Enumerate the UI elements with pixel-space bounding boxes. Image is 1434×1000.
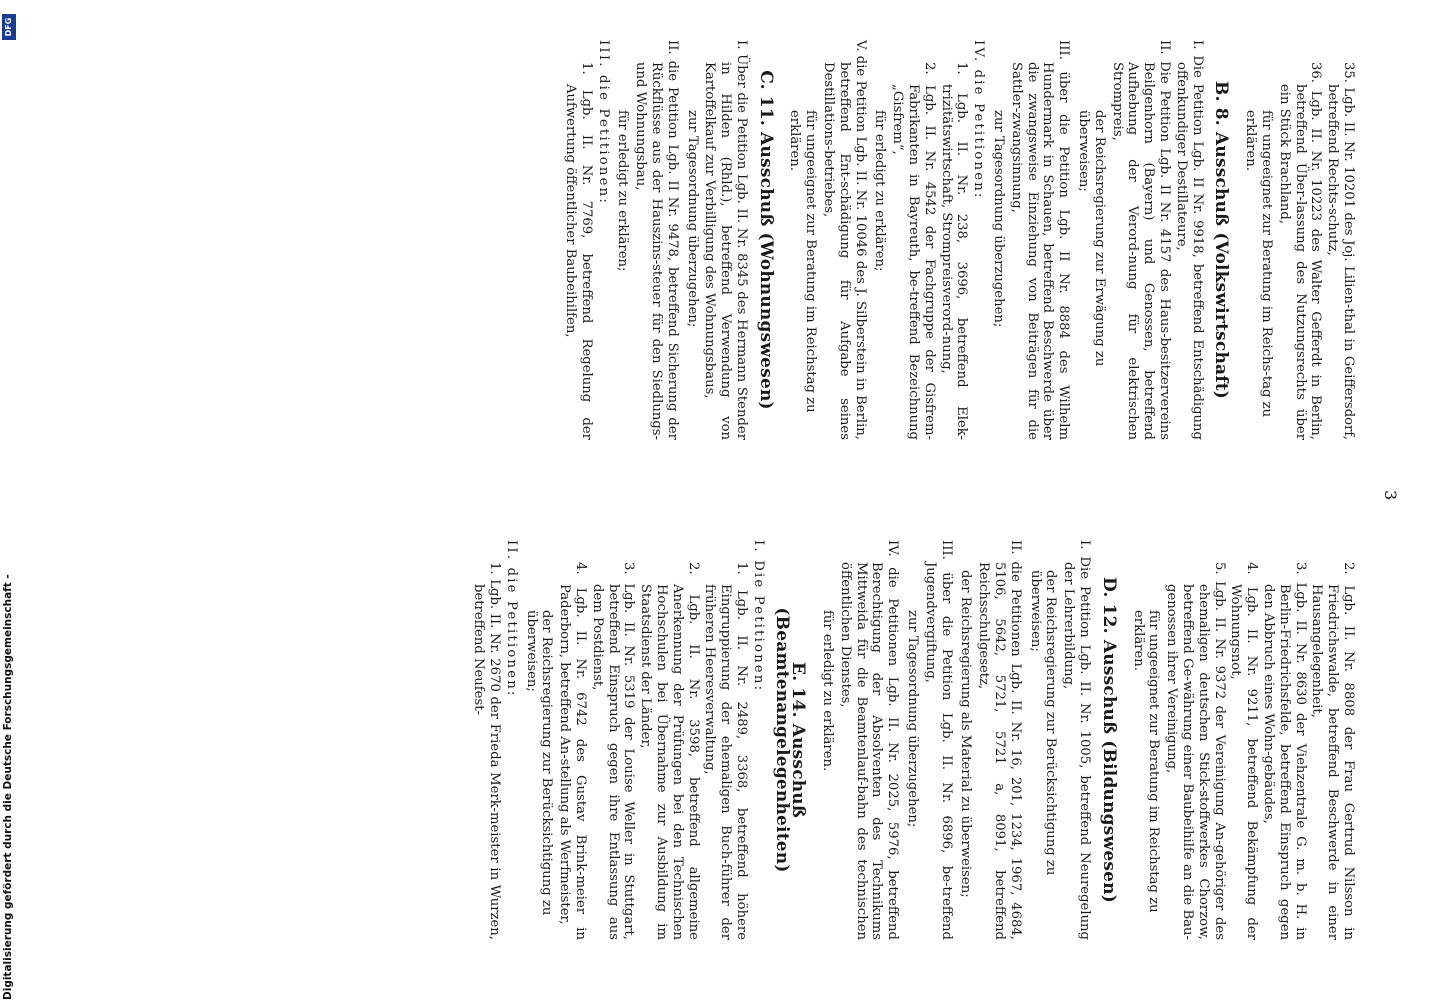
resolution-text: für ungeeignet zur Beratung im Reichstag zu erklären. — [787, 110, 819, 413]
section-heading-b8: B. 8. Ausschuß (Volkswirtschaft) — [1211, 80, 1232, 400]
resolution-text: für ungeeignet zur Beratung im Reichstag zu erklären. — [1130, 610, 1162, 913]
list-item: 36. Lgb. II. Nr. 10223 des Walter Gefferdt in Berlin, betreffend Über-lassung des Nutzungsrechts über ein Stück Brachland, — [1276, 62, 1324, 440]
left-column — [561, 40, 1356, 440]
section-heading-d12: D. 12. Ausschuß (Bildungswesen) — [1098, 577, 1119, 903]
section-heading-e14: E. 14. Ausschuß (Beamtenangelegenheiten) — [772, 607, 809, 873]
list-item: 5. Lgb. II. Nr. 9372 der Vereinigung An-gehöriger des ehemaligen deutschen Stick-stoffwerkes Chorzow, betreffend Ge-währung einer Baubeihilfe an die Bau-genossen ihrer Vereinigung, — [1164, 562, 1227, 940]
list-item: II. die Petitionen Lgb. II. Nr. 16, 201, 1234, 1967, 4684, 5106, 5642, 5721, 5721 a, 8091, betreffend Reichsschulgesetz, — [976, 540, 1023, 940]
list-item: III. die Petitionen: — [595, 40, 611, 205]
resolution-text: für erledigt zu erklären; — [872, 110, 888, 272]
right-column — [469, 540, 1356, 940]
page-number: 3 — [1381, 490, 1400, 501]
list-item: I. Die Petition Lgb. II Nr. 9918, betreffend Entschädigung offenkundiger Destillateure, — [1173, 40, 1205, 440]
resolution-text: der Reichsregierung als Material zu überweisen; — [958, 570, 974, 898]
list-item: 1. Lgb. II. Nr. 2489, 3368, betreffend höhere Eingruppierung der ehemaligen Buch-führer der früheren Heeresverwaltung, — [702, 562, 749, 940]
digitization-footer — [2, 0, 22, 1000]
list-item: 4. Lgb. II. Nr. 6742 des Gustav Brink-meier in Paderborn, betreffend An-stellung als Werfmeister, — [557, 562, 588, 940]
list-item: 2. Lgb. II. Nr. 4542 der Fachgruppe der Gisfrem-Fabrikanten in Bayreuth, be-treffend Bezeichnung „Gisfrem“, — [890, 62, 937, 440]
resolution-text: der Reichsregierung zur Berücksichtigung zu überweisen; — [1027, 570, 1059, 876]
list-item: II. die Petitionen: — [503, 540, 519, 698]
list-item: 1. Lgb. II. Nr. 238, 3696, betreffend Elek-trizitätswirtschaft, Strompreisverord-nung, — [938, 62, 970, 440]
list-item: V. die Petition Lgb. II. Nr. 10046 des J. Silberstein in Berlin, betreffend Ent-schädigung für Aufgabe seines Destillations-betriebes, — [821, 40, 868, 440]
resolution-text: für erledigt zu erklären. — [820, 610, 836, 772]
resolution-text: zur Tagesordnung überzugehen; — [684, 110, 700, 328]
resolution-text: zur Tagesordnung überzugehen; — [905, 610, 921, 828]
resolution-text: der Reichsregierung zur Erwägung zu überweisen; — [1076, 110, 1107, 367]
footer-text: Digitalisierung gefördert durch die Deutsche Forschungsgemeinschaft - — [2, 574, 14, 1000]
list-item: 3. Lgb. II. Nr. 8630 der Viehzentrale G. m. b. H. in Berlin-Friedrichsfelde, betreffend Einspruch gegen den Abbruch eines Wohn-gebäudes, — [1261, 562, 1308, 940]
list-item: 2. Lgb. II. Nr. 8808 der Frau Gertrud Nilsson in Friedrichswalde, betreffend Beschwerde in einer Hausangelegenheit, — [1309, 562, 1356, 940]
list-item: II. Die Petition Lgb. II Nr. 4157 des Haus-besitzervereins Beilgenhorn (Bayern) und Genossen, betreffend Aufhebung der Verord-nung für elektrischen Strompreis, — [1109, 40, 1173, 440]
section-heading-c11: C. 11. Ausschuß (Wohnungswesen) — [755, 70, 776, 410]
list-item: IV. die Petitionen: — [971, 40, 987, 200]
list-item: II. die Petition Lgb. II Nr. 9478, betreffend Sicherung der Rückflüsse aus der Hauszins-steuer für den Siedlungs- und Wohnungsbau, — [633, 40, 680, 440]
footer-strip — [2, 0, 22, 1000]
list-item: 1. Lgb. II. Nr. 2670 der Frieda Merk-meister in Wurzen, betreffend Neufest- — [471, 562, 502, 940]
list-item: III. über die Petition Lgb. II Nr. 8884 des Wilhelm Hundermark in Schauen, betreffend Beschwerde über die zwangsweise Einziehung von Beiträgen für die Sattler-zwangsinnung, — [1008, 40, 1072, 440]
list-item: I. Die Petitionen: — [750, 540, 766, 693]
dfg-logo: DFG — [2, 14, 16, 40]
list-item: 2. Lgb. II. Nr. 3598, betreffend allgemeine Anerkennung der Prüfungen bei den Technischen Hochschulen bei Übernahme zur Ausbildung im Staatsdienst der Länder, — [638, 562, 701, 940]
list-item: III. über die Petition Lgb. II. Nr. 6896, be-treffend Jugendvergiftung, — [922, 540, 954, 940]
list-item: I. Über die Petition Lgb. II. Nr. 8345 des Hermann Stender in Hilden (Rhld.), betreffend Verwendung von Kartoffelkauf zur Verbilligung des Wohnungsbaus, — [702, 40, 749, 440]
list-item: I. Die Petition Lgb. II. Nr. 1005, betreffend Neuregelung der Lehrerbildung, — [1061, 540, 1093, 940]
list-item: 1. Lgb. II. Nr. 7769, betreffend Regelung der Aufwertung öffentlicher Baubeihilfen, — [562, 62, 594, 440]
resolution-text: für ungeeignet zur Beratung im Reichs-tag zu erklären. — [1243, 110, 1275, 418]
resolution-text: für erledigt zu erklären; — [615, 110, 631, 272]
list-item: 4. Lgb. II. Nr. 9211, betreffend Bekämpfung der Wohnungsnot, — [1228, 562, 1260, 940]
resolution-text: der Reichsregierung zur Berücksichtigung zu überweisen; — [523, 610, 555, 916]
list-item: 35. Lgb. II. Nr. 10201 des Joj. Lilien-thal in Geiffersdorf, betreffend Rechts-schutz, — [1325, 62, 1356, 440]
list-item: IV. die Petitionen Lgb. II. Nr. 2025, 5976, betreffend Berechtigung der Absolventen des Technikums Mittweida für die Beamtenlauf-bahn des technischen öffentlichen Dienstes, — [837, 540, 901, 940]
list-item: 3. Lgb. II. Nr. 5319 der Louise Weller in Stuttgart, betreffend Einspruch gegen ihre Entlassung aus dem Postdienst, — [589, 562, 637, 940]
resolution-text: zur Tagesordnung überzugehen; — [991, 110, 1007, 328]
